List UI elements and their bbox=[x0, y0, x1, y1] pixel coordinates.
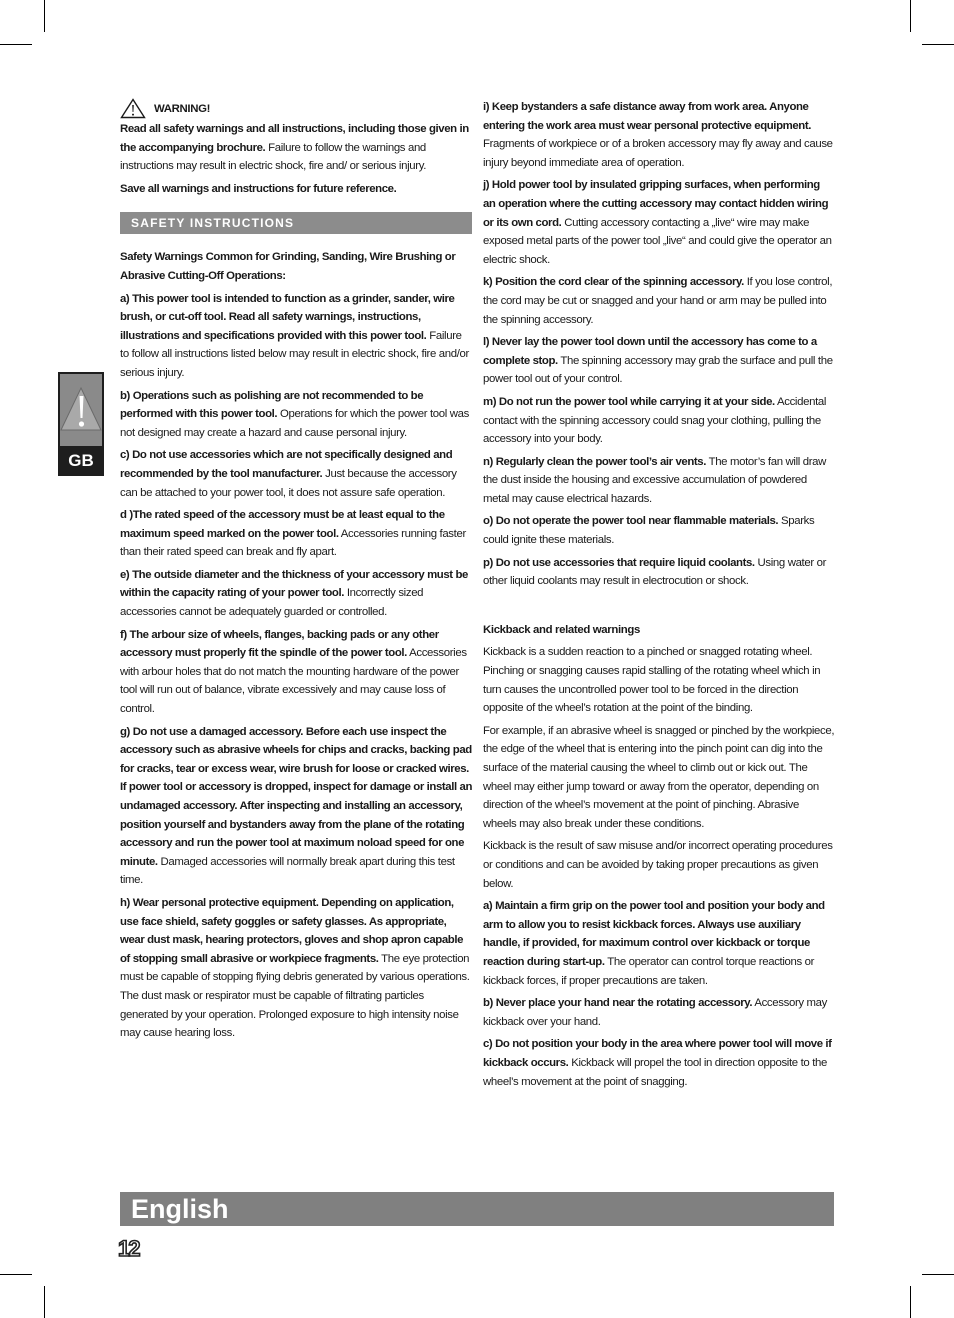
crop-mark bbox=[922, 1274, 954, 1275]
paragraph: b) Operations such as polishing are not recommended to be performed with this power tool. Operations for which the power tool was not designed may create a hazard and cause personal injury. bbox=[120, 389, 469, 439]
page-number: 12 bbox=[118, 1236, 139, 1261]
crop-mark bbox=[0, 44, 32, 45]
footer-language-bar: English bbox=[120, 1192, 834, 1226]
paragraph: Kickback is the result of saw misuse and/or incorrect operating procedures or conditions and can be avoided by taking proper precautions as given below. bbox=[483, 840, 833, 890]
paragraph: m) Do not run the power tool while carrying it at your side. Accidental contact with the spinning accessory could snag your clothing, pulling the accessory into your body. bbox=[483, 395, 827, 446]
paragraph: Kickback is a sudden reaction to a pinched or snagged rotating wheel. Pinching or snagging causes rapid stalling of the rotating wheel which in turn causes the uncontrolled power tool to be forced in the direction opposite of the wheel’s rotation at the point of the binding. bbox=[483, 646, 821, 715]
paragraph: f) The arbour size of wheels, flanges, backing pads or any other accessory must properly fit the spindle of the power tool. Accessories with arbour holes that do not match the mounting hardware of the power tool will run out of balance, vibrate excessively and may cause loss of control. bbox=[120, 628, 467, 716]
paragraph: i) Keep bystanders a safe distance away from work area. Anyone entering the work area must wear personal protective equipment. Fragments of workpiece or of a broken accessory may fly away and cause injury beyond immediate area of operation. bbox=[483, 101, 833, 169]
intro-paragraphs bbox=[120, 120, 472, 198]
paragraph: Safety Warnings Common for Grinding, Sanding, Wire Brushing or Abrasive Cutting-Off Operations: bbox=[120, 251, 456, 282]
kickback-items bbox=[483, 643, 835, 1091]
warning-label: WARNING! bbox=[154, 103, 211, 116]
crop-mark bbox=[910, 1286, 911, 1318]
warning-tab-background bbox=[60, 374, 102, 446]
paragraph: g) Do not use a damaged accessory. Before each use inspect the accessory such as abrasive wheels for chips and cracks, backing pad for cracks, tear or excess wear, wire brush for loose or cracked wires. If power tool or accessory is dropped, inspect for damage or install an undamaged accessory. After inspecting and installing an accessory, position yourself and bystanders away from the plane of the rotating accessory and run the power tool at maximum noload speed for one minute. Damaged accessories will normally break apart during this test time. bbox=[120, 725, 473, 887]
warning-triangle-icon bbox=[60, 374, 102, 446]
language-tab-label: GB bbox=[68, 451, 94, 470]
paragraph: d )The rated speed of the accessory must be at least equal to the maximum speed marked on the power tool. Accessories running faster than their rated speed can break and fly apart. bbox=[120, 509, 466, 559]
crop-mark bbox=[44, 1286, 45, 1318]
kickback-heading: Kickback and related warnings bbox=[483, 623, 640, 636]
paragraph: c) Do not position your body in the area where power tool will move if kickback occurs. Kickback will propel the tool in direction opposite to the wheel’s movement at the point of snagging. bbox=[483, 1038, 832, 1088]
paragraph: l) Never lay the power tool down until the accessory has come to a complete stop. The spinning accessory may grab the surface and pull the power tool out of your control. bbox=[483, 336, 833, 386]
paragraph: e) The outside diameter and the thickness of your accessory must be within the capacity rating of your power tool. Incorrectly sized accessories cannot be adequately guarded or controlled. bbox=[120, 568, 468, 619]
paragraph: a) Maintain a firm grip on the power tool and position your body and arm to allow you to resist kickback forces. Always use auxiliary handle, if provided, for maximum control over kickback or torque reaction during start-up. The operator can control torque reactions or kickback forces, if proper precautions are taken. bbox=[483, 900, 825, 987]
paragraph: c) Do not use accessories which are not specifically designed and recommended by the tool manufacturer. Just because the accessory can be attached to your power tool, it does not assure safe operation. bbox=[120, 449, 457, 499]
paragraph: For example, if an abrasive wheel is snagged or pinched by the workpiece, the edge of the wheel that is entering into the pinch point can dig into the surface of the material causing the wheel to climb out or kick out. The wheel may either jump toward or away from the operator, depending on direction of the wheel’s movement at the point of pinching. Abrasive wheels may also break under these conditions. bbox=[483, 724, 835, 830]
warning-heading bbox=[120, 98, 472, 119]
crop-mark bbox=[922, 44, 954, 45]
safety-items-continued bbox=[483, 98, 835, 591]
paragraph: b) Never place your hand near the rotating accessory. Accessory may kickback over your hand. bbox=[483, 997, 828, 1028]
paragraph: Save all warnings and instructions for future reference. bbox=[120, 182, 397, 195]
safety-items bbox=[120, 248, 472, 1042]
paragraph: Read all safety warnings and all instructions, including those given in the accompanying brochure. Failure to follow the warnings and instructions may result in electric shock, fire and/ or serious injury. bbox=[120, 123, 469, 173]
left-column bbox=[120, 98, 472, 1047]
section-title: SAFETY INSTRUCTIONS bbox=[120, 212, 472, 234]
warning-triangle-icon bbox=[120, 98, 146, 119]
crop-mark bbox=[44, 0, 45, 32]
paragraph: j) Hold power tool by insulated gripping surfaces, when performing an operation where the cutting accessory may contact hidden wiring or its own cord. Cutting accessory contacting a „live“ wire may make exposed metal parts of the power tool „live“ and could give the operator an electric shock. bbox=[483, 179, 832, 266]
language-tab bbox=[58, 372, 104, 476]
right-column bbox=[483, 98, 835, 1095]
paragraph: p) Do not use accessories that require liquid coolants. Using water or other liquid coolants may result in electrocution or shock. bbox=[483, 556, 827, 588]
paragraph: a) This power tool is intended to function as a grinder, sander, wire brush, or cut-off tool. Read all safety warnings, instructions, illustrations and specifications provided with this power tool. Failure to follow all instructions listed below may result in electric shock, fire and/or serious injury. bbox=[120, 292, 469, 379]
paragraph: k) Position the cord clear of the spinning accessory. If you lose control, the cord may be cut or snagged and your hand or arm may be pulled into the spinning accessory. bbox=[483, 276, 833, 326]
crop-mark bbox=[910, 0, 911, 32]
paragraph: n) Regularly clean the power tool’s air vents. The motor’s fan will draw the dust inside the housing and excessive accumulation of powdered metal may cause electrical hazards. bbox=[483, 455, 827, 505]
paragraph: o) Do not operate the power tool near flammable materials. Sparks could ignite these materials. bbox=[483, 515, 815, 547]
crop-mark bbox=[0, 1274, 32, 1275]
paragraph: h) Wear personal protective equipment. Depending on application, use face shield, safety goggles or safety glasses. As appropriate, wear dust mask, hearing protectors, gloves and shop apron capable of stopping small abrasive or workpiece fragments. The eye protection must be capable of stopping flying debris generated by various operations. The dust mask or respirator must be capable of filtrating particles generated by your operation. Prolonged exposure to high intensity noise may cause hearing loss. bbox=[120, 896, 470, 1040]
